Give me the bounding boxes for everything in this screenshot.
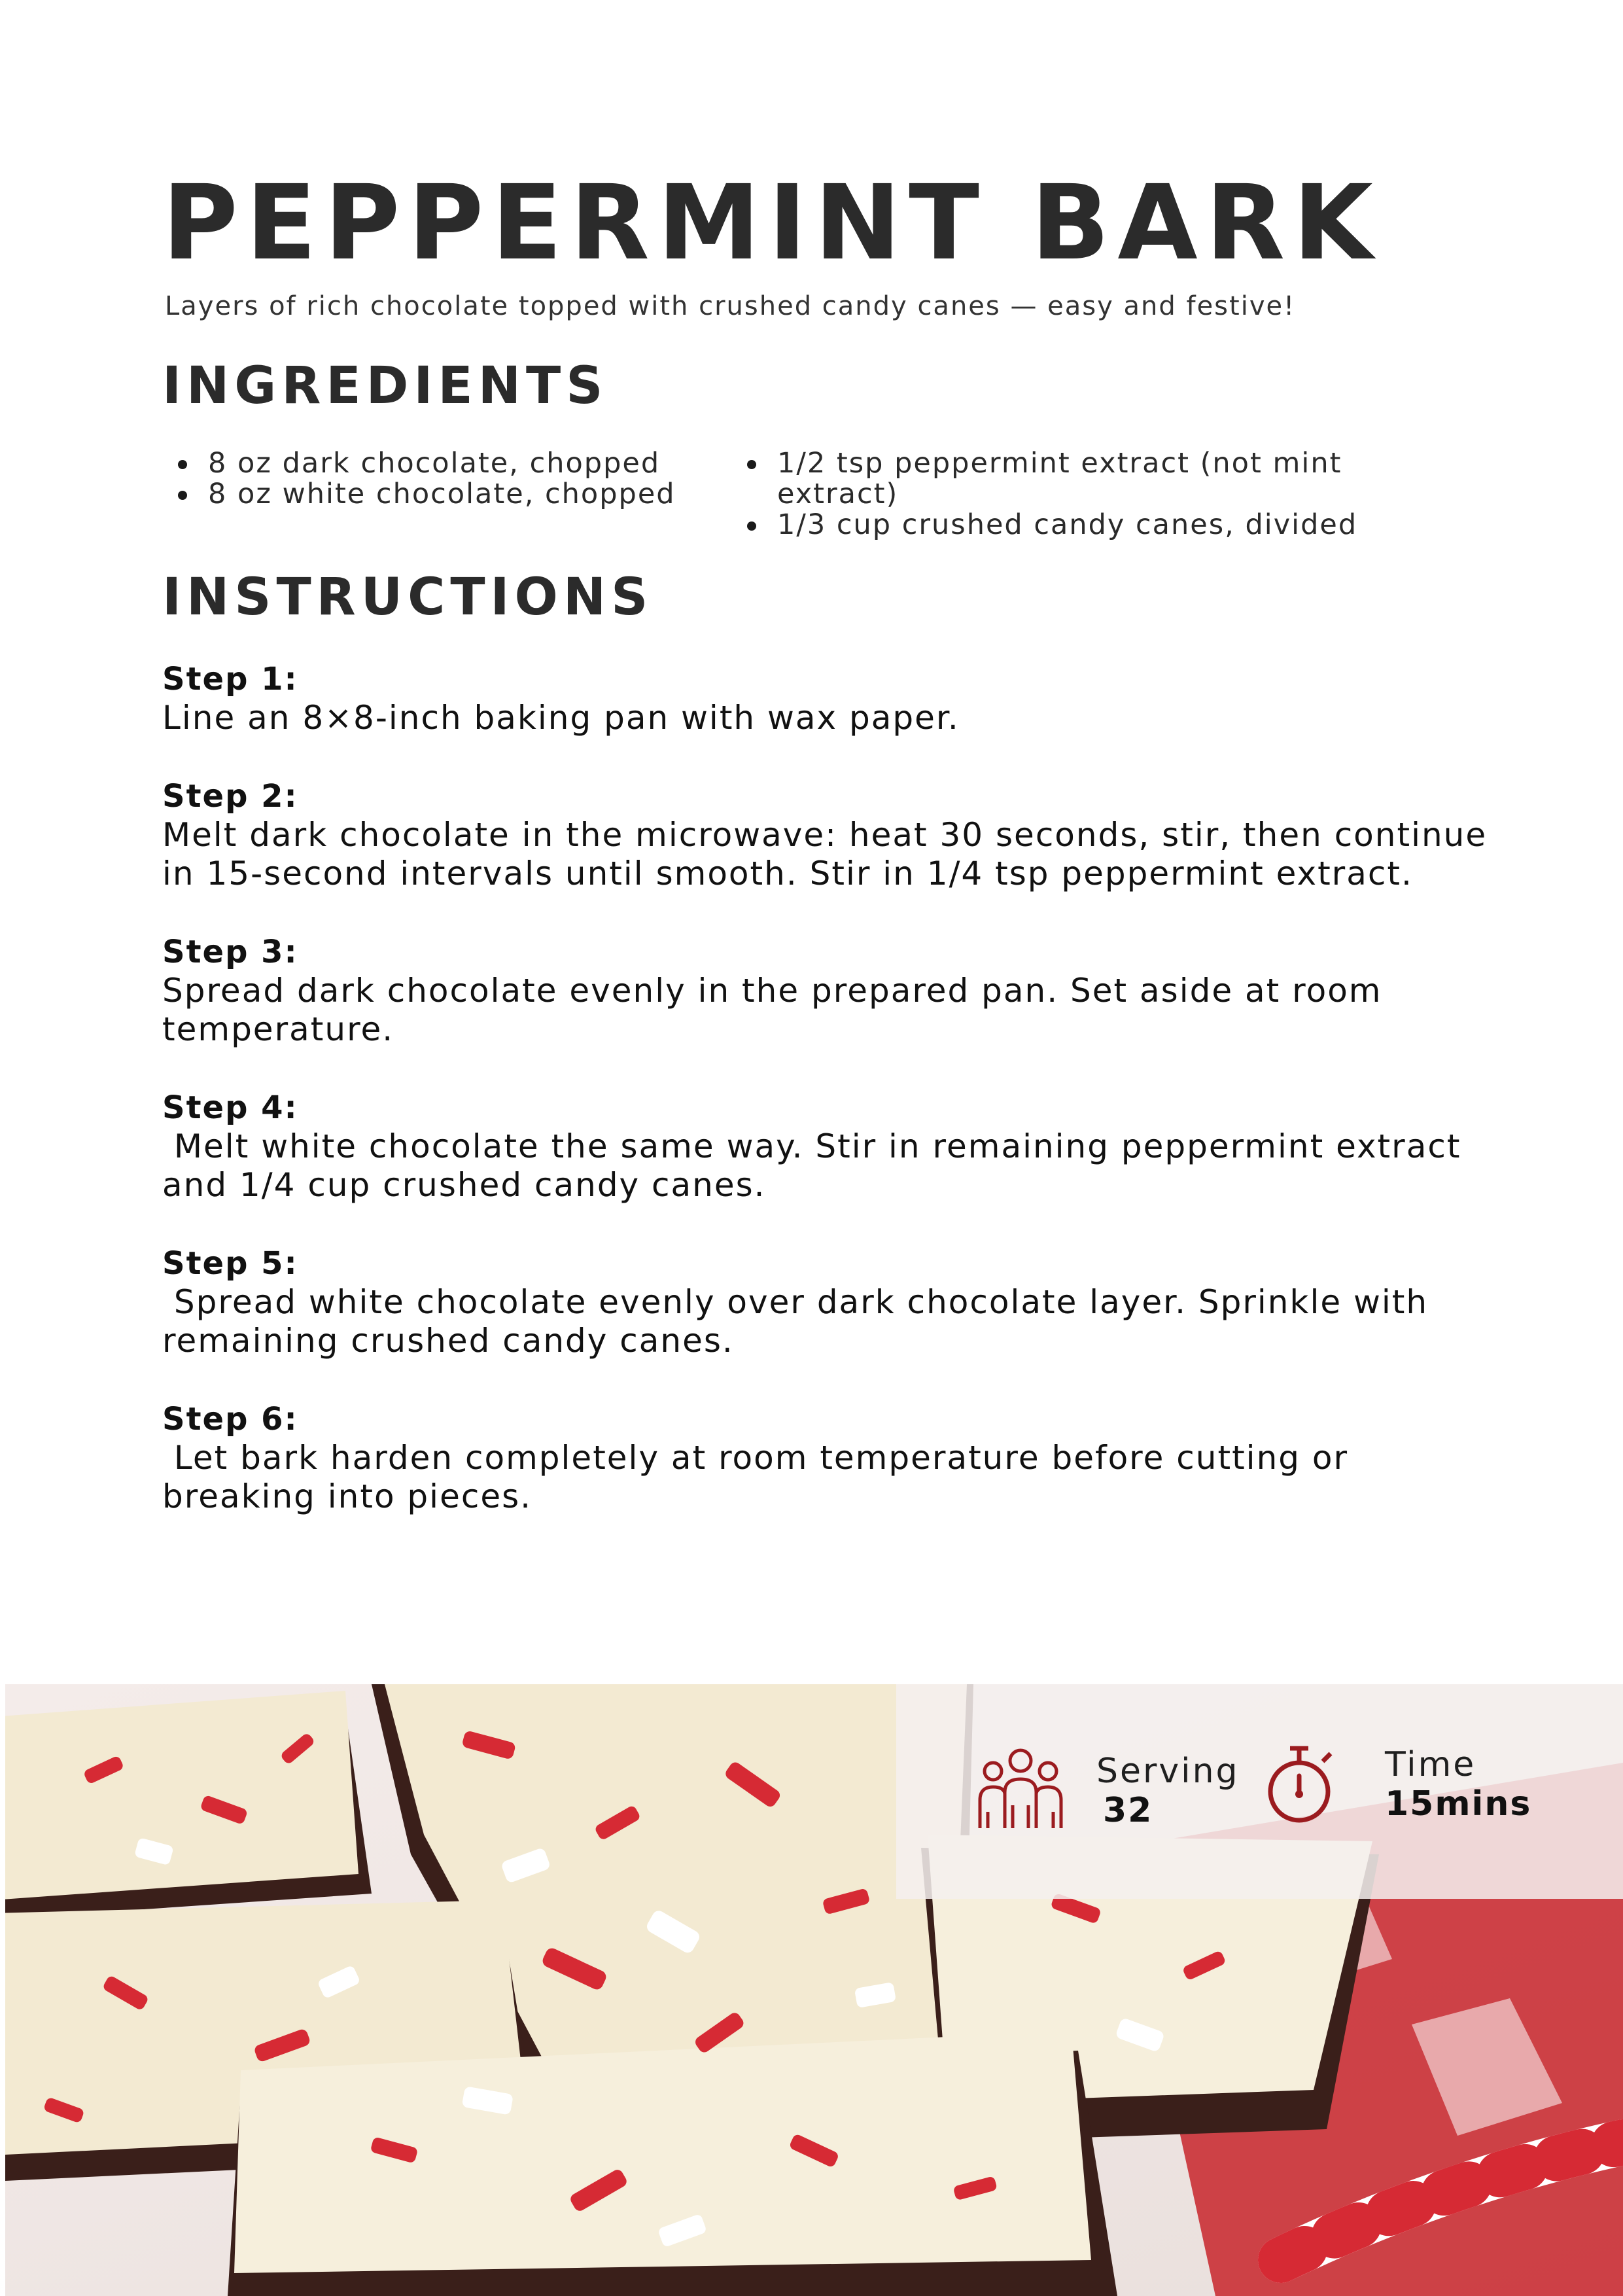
instruction-step-5 (162, 1244, 1490, 1360)
step-text: Line an 8×8-inch baking pan with wax paper. (162, 699, 960, 737)
instruction-step-6 (162, 1400, 1490, 1516)
step-text: Let bark harden completely at room temperature before cutting or breaking into pieces. (162, 1439, 1360, 1515)
time-info (1263, 1684, 1623, 1899)
instruction-step-4 (162, 1088, 1490, 1205)
ingredient-item: 8 oz dark chocolate, chopped (162, 448, 699, 479)
step-text: Spread white chocolate evenly over dark chocolate layer. Sprinkle with remaining crushed candy canes. (162, 1283, 1440, 1360)
stopwatch-icon (1263, 1742, 1341, 1829)
step-label: Step 3: (162, 934, 298, 970)
page-subtitle: Layers of rich chocolate topped with crushed candy canes — easy and festive! (165, 291, 1296, 321)
instruction-step-3 (162, 932, 1490, 1049)
step-text: Spread dark chocolate evenly in the prepared pan. Set aside at room temperature. (162, 972, 1394, 1048)
step-label: Step 4: (162, 1089, 298, 1126)
instruction-step-2 (162, 777, 1499, 893)
step-label: Step 6: (162, 1401, 298, 1438)
serving-value: 32 (1103, 1791, 1153, 1830)
ingredients-heading: INGREDIENTS (162, 357, 608, 415)
step-label: Step 1: (162, 661, 298, 698)
page-title: PEPPERMINT BARK (162, 163, 1381, 283)
ingredients-list-right (731, 448, 1425, 540)
step-text: Melt white chocolate the same way. Stir in remaining peppermint extract and 1/4 cup crushed candy canes. (162, 1127, 1473, 1204)
step-label: Step 2: (162, 778, 298, 815)
instructions-heading: INSTRUCTIONS (162, 568, 654, 627)
recipe-info-panel (896, 1684, 1623, 1899)
time-label: Time (1385, 1745, 1476, 1784)
ingredient-item: 8 oz white chocolate, chopped (162, 479, 699, 510)
step-label: Step 5: (162, 1245, 298, 1282)
people-icon (975, 1746, 1066, 1834)
ingredient-item: 1/3 cup crushed candy canes, divided (731, 510, 1425, 540)
time-value: 15mins (1385, 1784, 1532, 1824)
ingredients-list-left (162, 448, 699, 510)
instruction-step-1 (162, 660, 1490, 737)
ingredient-item: 1/2 tsp peppermint extract (not mint extract) (731, 448, 1425, 510)
serving-label: Serving (1096, 1752, 1240, 1791)
step-text: Melt dark chocolate in the microwave: heat 30 seconds, stir, then continue in 15-second intervals until smooth. Stir in 1/4 tsp peppermint extract. (162, 816, 1499, 892)
instruction-steps (162, 660, 1499, 1555)
serving-info (896, 1684, 1263, 1899)
